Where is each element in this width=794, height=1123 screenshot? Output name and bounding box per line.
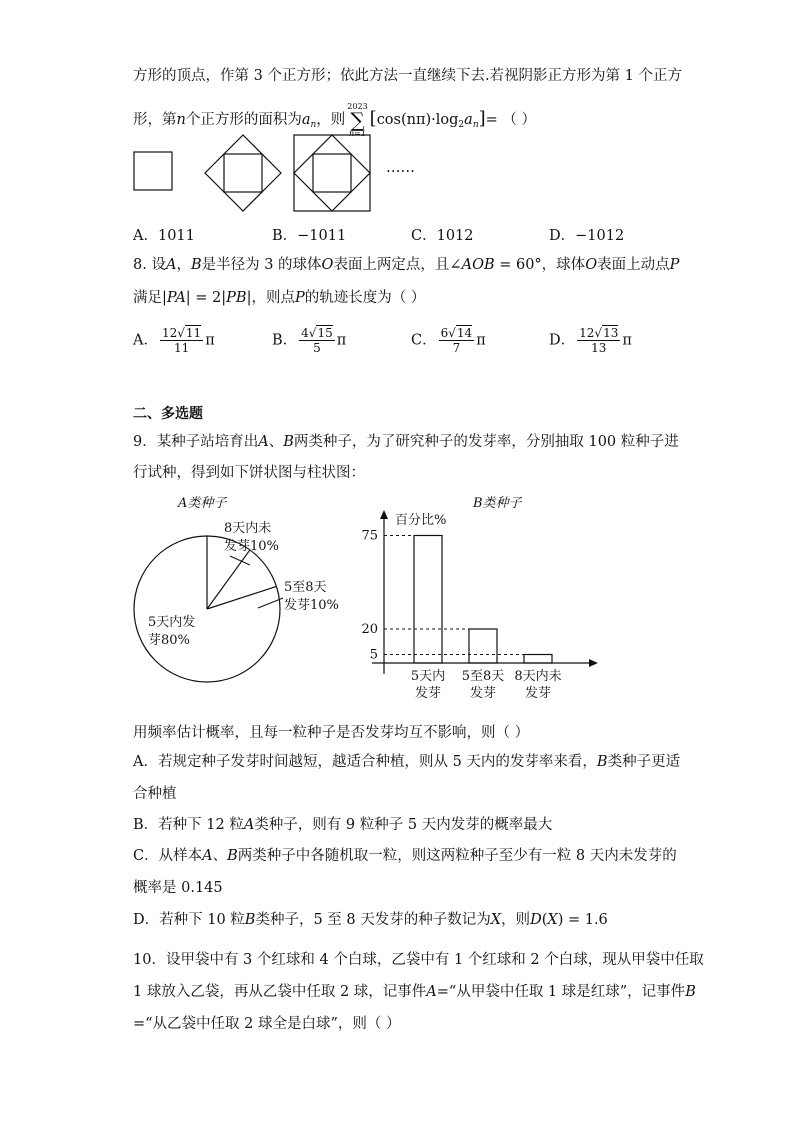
q9-option-b[interactable]: B．若种下 12 粒A类种子，则有 9 粒种子 5 天内发芽的概率最大	[133, 817, 553, 833]
q7-sum-a: a	[464, 112, 473, 128]
pie-chart-a	[128, 490, 358, 690]
q8-line-2: 满足|PA| = 2|PB|，则点P的轨迹长度为（ ）	[133, 290, 426, 306]
q7-var-an: $a_n$	[301, 112, 317, 130]
x-tick-label-3-line1: 8天内未	[514, 669, 562, 684]
q7-dots: ……	[386, 160, 415, 176]
pie-label-slice3-l1: 5天内发	[148, 615, 196, 630]
pie-title: A类种子	[178, 496, 227, 511]
pie-slice-boundary-3	[207, 586, 276, 609]
q9-option-a-line1[interactable]: A．若规定种子发芽时间越短，越适合种植，则从 5 天内的发芽率来看，B类种子更适	[133, 754, 681, 770]
q7-option-a[interactable]: A．1011	[133, 228, 195, 244]
q7-sum-a-sub: n	[472, 120, 479, 130]
q7-bracket-open: [	[369, 108, 377, 129]
q9-option-c-line2[interactable]: 概率是 0.145	[133, 880, 223, 896]
bar-1	[414, 536, 442, 664]
q7-text-2b: 个正方形的面积为	[185, 112, 302, 128]
q8-option-d[interactable]: D． $\frac{12√13}{13}$ π	[549, 326, 632, 355]
x-tick-label-2-line1: 5至8天	[461, 669, 505, 684]
bar-2	[469, 629, 497, 663]
bars	[361, 529, 561, 702]
q9-option-a-line2[interactable]: 合种植	[133, 786, 177, 802]
q7-text-end: = （ ）	[485, 112, 537, 128]
q8-option-a[interactable]: A． $\frac{12√11}{11}$ π	[133, 326, 215, 355]
section-title: 二、多选题	[133, 406, 203, 422]
x-tick-label-2-line2: 发芽	[469, 686, 497, 701]
q7-summation: 2023 ∑ n=1	[347, 102, 368, 138]
figure-square-1	[134, 152, 172, 190]
y-tick-label-3: 5	[369, 647, 378, 663]
q10-line-2: 1 球放入乙袋，再从乙袋中任取 2 球，记事件A=“从甲袋中任取 1 球是红球”，记事件B	[133, 984, 696, 1000]
q7-option-c[interactable]: C．1012	[411, 228, 474, 244]
pie-slices	[134, 536, 283, 682]
q9-option-c-line1[interactable]: C．从样本A、B两类种子中各随机取一粒，则这两粒种子至少有一粒 8 天内未发芽的	[133, 848, 677, 864]
q8-option-b[interactable]: B． $\frac{4√15}{5}$ π	[272, 326, 347, 355]
q7-line-1	[133, 66, 682, 86]
figure-square-2	[205, 135, 281, 211]
pie-label-slice1-l2: 发芽10%	[224, 539, 279, 554]
q10-line-3: =“从乙袋中任取 2 球全是白球”，则（ ）	[133, 1016, 401, 1032]
q7-log-base: 2	[458, 120, 465, 130]
q7-option-d[interactable]: D．−1012	[549, 228, 625, 244]
q9-line-1: 9．某种子站培育出A、B两类种子，为了研究种子的发芽率，分别抽取 100 粒种子进	[133, 434, 679, 450]
pie-label-slice3-l2: 芽80%	[148, 633, 190, 648]
y-axis-label: 百分比%	[395, 513, 447, 528]
x-axis-arrow	[589, 659, 598, 667]
q7-option-b[interactable]: B．−1011	[272, 228, 347, 244]
q7-text-2a: 形，第	[133, 112, 177, 128]
q8-option-c[interactable]: C． $\frac{6√14}{7}$ π	[411, 326, 486, 355]
pie-label-slice2-l2: 发芽10%	[284, 598, 339, 613]
pie-slice-boundary-2	[207, 550, 250, 609]
pie-label-slice1-l1: 8天内未	[224, 521, 272, 536]
bar-chart-b	[355, 490, 605, 710]
q10-line-1: 10．设甲袋中有 3 个红球和 4 个白球，乙袋中有 1 个红球和 2 个白球，现从甲袋中任取	[133, 952, 704, 968]
y-tick-label-2: 20	[361, 622, 378, 637]
q9-line-after: 用频率估计概率，且每一粒种子是否发芽均互不影响，则（ ）	[133, 725, 530, 741]
q7-bracket-close: ]	[478, 108, 486, 129]
q7-square-figures	[130, 132, 390, 216]
q9-option-d[interactable]: D．若种下 10 粒B类种子，5 至 8 天发芽的种子数记为X，则D(X) = 1.6	[133, 912, 608, 928]
bar-title: B类种子	[473, 496, 522, 511]
x-tick-label-1-line2: 发芽	[414, 686, 442, 701]
figure-square-3	[294, 135, 370, 211]
q7-var-n: n	[176, 112, 186, 128]
q8-line-1: 8. 设A，B是半径为 3 的球体O表面上两定点，且∠AOB = 60°，球体O表面上动点P	[133, 257, 680, 273]
y-tick-label-1: 75	[361, 528, 378, 544]
x-tick-label-1-line1: 5天内	[410, 669, 446, 684]
bar-3	[524, 655, 552, 664]
q7-text-1: 方形的顶点，作第 3 个正方形；依此方法一直继续下去.若视阴影正方形为第 1 个正方	[133, 68, 682, 84]
q7-text-2c: ，则	[316, 112, 346, 128]
y-axis-arrow	[380, 510, 388, 519]
pie-label-slice2-l1: 5至8天	[284, 580, 327, 595]
q9-line-2: 行试种，得到如下饼状图与柱状图：	[133, 465, 365, 481]
q7-sum-body: cos(nπ)·log	[376, 112, 459, 128]
x-tick-label-3-line2: 发芽	[524, 686, 552, 701]
